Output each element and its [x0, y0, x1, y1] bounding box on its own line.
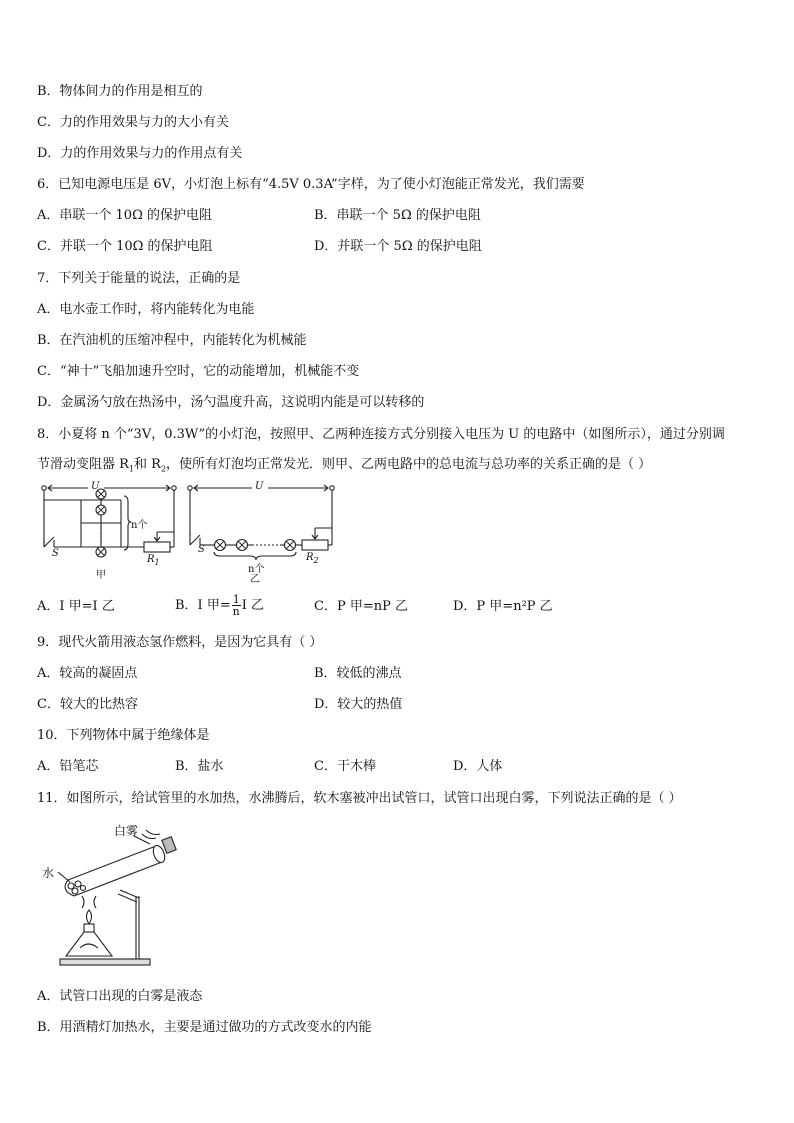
q6-option-b: B．串联一个 5Ω 的保护电阻: [314, 208, 481, 223]
q8-option-c: C．P 甲=nP 乙: [314, 599, 408, 614]
switch-label: S: [198, 544, 205, 555]
question-8-stem-line1: 8．小夏将 n 个“3V，0.3W”的小灯泡，按照甲、乙两种连接方式分别接入电压为 U 的电路中（如图所示），通过分别调: [37, 427, 725, 442]
question-8-stem-line2: 节滑动变阻器 $R_1$和 $R_2$，使所有灯泡均正常发光．则甲、乙两电路中的总电流与总功率的关系正确的是（ ）: [37, 457, 652, 474]
switch-label: S: [52, 548, 59, 559]
question-6-stem: 6．已知电源电压是 6V，小灯泡上标有“4.5V 0.3A”字样，为了使小灯泡能正常发光，我们需要: [37, 177, 585, 192]
q11-option-b: B．用酒精灯加热水，主要是通过做功的方式改变水的内能: [37, 1020, 372, 1035]
circuit-yi-figure: [184, 481, 339, 585]
q7-option-d: D．金属汤勺放在热汤中，汤勺温度升高，这说明内能是可以转移的: [37, 395, 425, 410]
question-9-stem: 9．现代火箭用液态氢作燃料，是因为它具有（ ）: [37, 635, 323, 650]
count-label: n个: [248, 564, 265, 575]
q6-option-d: D．并联一个 5Ω 的保护电阻: [314, 239, 482, 254]
q9-option-c: C．较大的比热容: [37, 697, 138, 712]
q10-option-d: D．人体: [453, 759, 503, 774]
q8-option-a: A．I 甲=I 乙: [37, 599, 115, 614]
q6-option-c: C．并联一个 10Ω 的保护电阻: [37, 239, 213, 254]
figure-caption: 甲: [96, 570, 106, 581]
q10-option-a: A．铅笔芯: [37, 759, 99, 774]
q10-option-c: C．干木棒: [314, 759, 376, 774]
q8-option-d: D．P 甲=n²P 乙: [453, 599, 553, 614]
q7-option-a: A．电水壶工作时，将内能转化为电能: [37, 302, 255, 317]
q9-option-b: B．较低的沸点: [314, 666, 402, 681]
water-label: 水: [42, 866, 55, 880]
question-10-stem: 10．下列物体中属于绝缘体是: [37, 728, 210, 743]
q8-option-b: B．I 甲= $\frac{1}{n}$ I 乙: [175, 593, 264, 618]
q7-option-c: C．“神十”飞船加速升空时，它的动能增加，机械能不变: [37, 364, 360, 379]
question-7-stem: 7．下列关于能量的说法，正确的是: [37, 271, 241, 286]
q7-option-b: B．在汽油机的压缩冲程中，内能转化为机械能: [37, 333, 307, 348]
q9-option-d: D．较大的热值: [314, 697, 403, 712]
q6-option-a: A．串联一个 10Ω 的保护电阻: [37, 208, 212, 223]
voltage-label: U: [255, 481, 264, 492]
count-label: n个: [131, 520, 148, 531]
resistor-label: $R_2$: [306, 552, 319, 565]
mist-label: 白雾: [114, 824, 139, 838]
figure-caption: 乙: [250, 574, 260, 585]
circuit-jia-figure: [36, 482, 186, 582]
q5-option-d: D．力的作用效果与力的作用点有关: [37, 146, 243, 161]
resistor-label: $R_1$: [147, 554, 160, 567]
q5-option-c: C．力的作用效果与力的大小有关: [37, 115, 229, 130]
q5-option-b: B．物体间力的作用是相互的: [37, 84, 203, 99]
question-11-stem: 11．如图所示，给试管里的水加热，水沸腾后，软木塞被冲出试管口，试管口出现白雾，下列说法正确的是（ ）: [37, 791, 682, 806]
voltage-label: U: [91, 481, 100, 492]
q10-option-b: B．盐水: [175, 759, 224, 774]
test-tube-figure: [38, 824, 188, 974]
q9-option-a: A．较高的凝固点: [37, 666, 138, 681]
q11-option-a: A．试管口出现的白雾是液态: [37, 989, 203, 1004]
